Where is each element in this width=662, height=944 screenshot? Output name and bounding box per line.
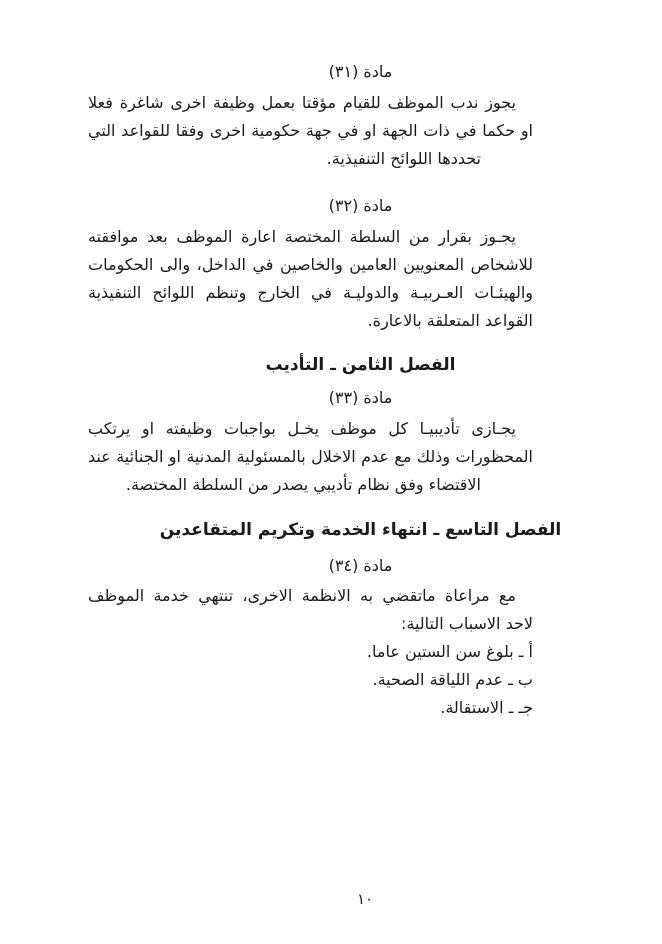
- paragraph-line: يجـوز بقرار من السلطة المختصة اعارة الموظف بعد موافقته: [88, 227, 516, 246]
- paragraph-line: يجوز ندب الموظف للقيام مؤقتا بعمل وظيفة اخرى شاغرة فعلا: [88, 93, 516, 112]
- paragraph-line: يجـازى تأديبيـا كل موظف يخـل بواجبات وظيفته او يرتكب: [88, 419, 516, 438]
- article-34-paragraph: [88, 582, 533, 638]
- article-34-heading: مادة (٣٤): [328, 556, 393, 575]
- paragraph-line: والهيئـات العـربيـة والدوليـة في الخارج وتنظم اللوائح التنفيذية: [88, 283, 533, 302]
- page-content: [88, 58, 562, 722]
- paragraph-line: تحددها اللوائح التنفيذية.: [326, 149, 481, 168]
- list-item-a: أ ـ بلوغ سن الستين عاما.: [366, 642, 533, 661]
- list-item-c: جـ ـ الاستقالة.: [440, 698, 533, 717]
- paragraph-line: او حكما في ذات الجهة او في جهة حكومية اخرى وفقا للقواعد التي: [88, 121, 533, 140]
- paragraph-line: القواعد المتعلقة بالاعارة.: [367, 311, 533, 330]
- chapter-8-title: الفصل الثامن ـ التأديب: [265, 355, 456, 375]
- paragraph-line: المحظورات وذلك مع عدم الاخلال بالمسئولية المدنية او الجنائية عند: [88, 447, 533, 466]
- paragraph-line: الاقتضاء وفق نظام تأديبي يصدر من السلطة المختصة.: [125, 475, 481, 494]
- article-31-heading: مادة (٣١): [328, 62, 393, 81]
- page-number: ١٠: [356, 890, 374, 908]
- list-item-b: ب ـ عدم اللياقة الصحية.: [372, 670, 533, 689]
- paragraph-line: لاحد الاسباب التالية:: [400, 614, 533, 633]
- article-33-paragraph: [88, 415, 533, 499]
- article-34-list: [88, 638, 533, 722]
- article-31-paragraph: [88, 89, 533, 173]
- chapter-9-title: الفصل التاسع ـ انتهاء الخدمة وتكريم المتقاعدين: [159, 520, 562, 540]
- article-33-heading: مادة (٣٣): [328, 388, 393, 407]
- article-32-heading: مادة (٣٢): [328, 196, 393, 215]
- paragraph-line: للاشخاص المعنويين العامين والخاصين في الداخل، والى الحكومات: [88, 255, 533, 274]
- paragraph-line: مع مراعاة ماتقضي به الانظمة الاخرى، تنتهي خدمة الموظف: [88, 586, 516, 605]
- article-32-paragraph: [88, 223, 533, 335]
